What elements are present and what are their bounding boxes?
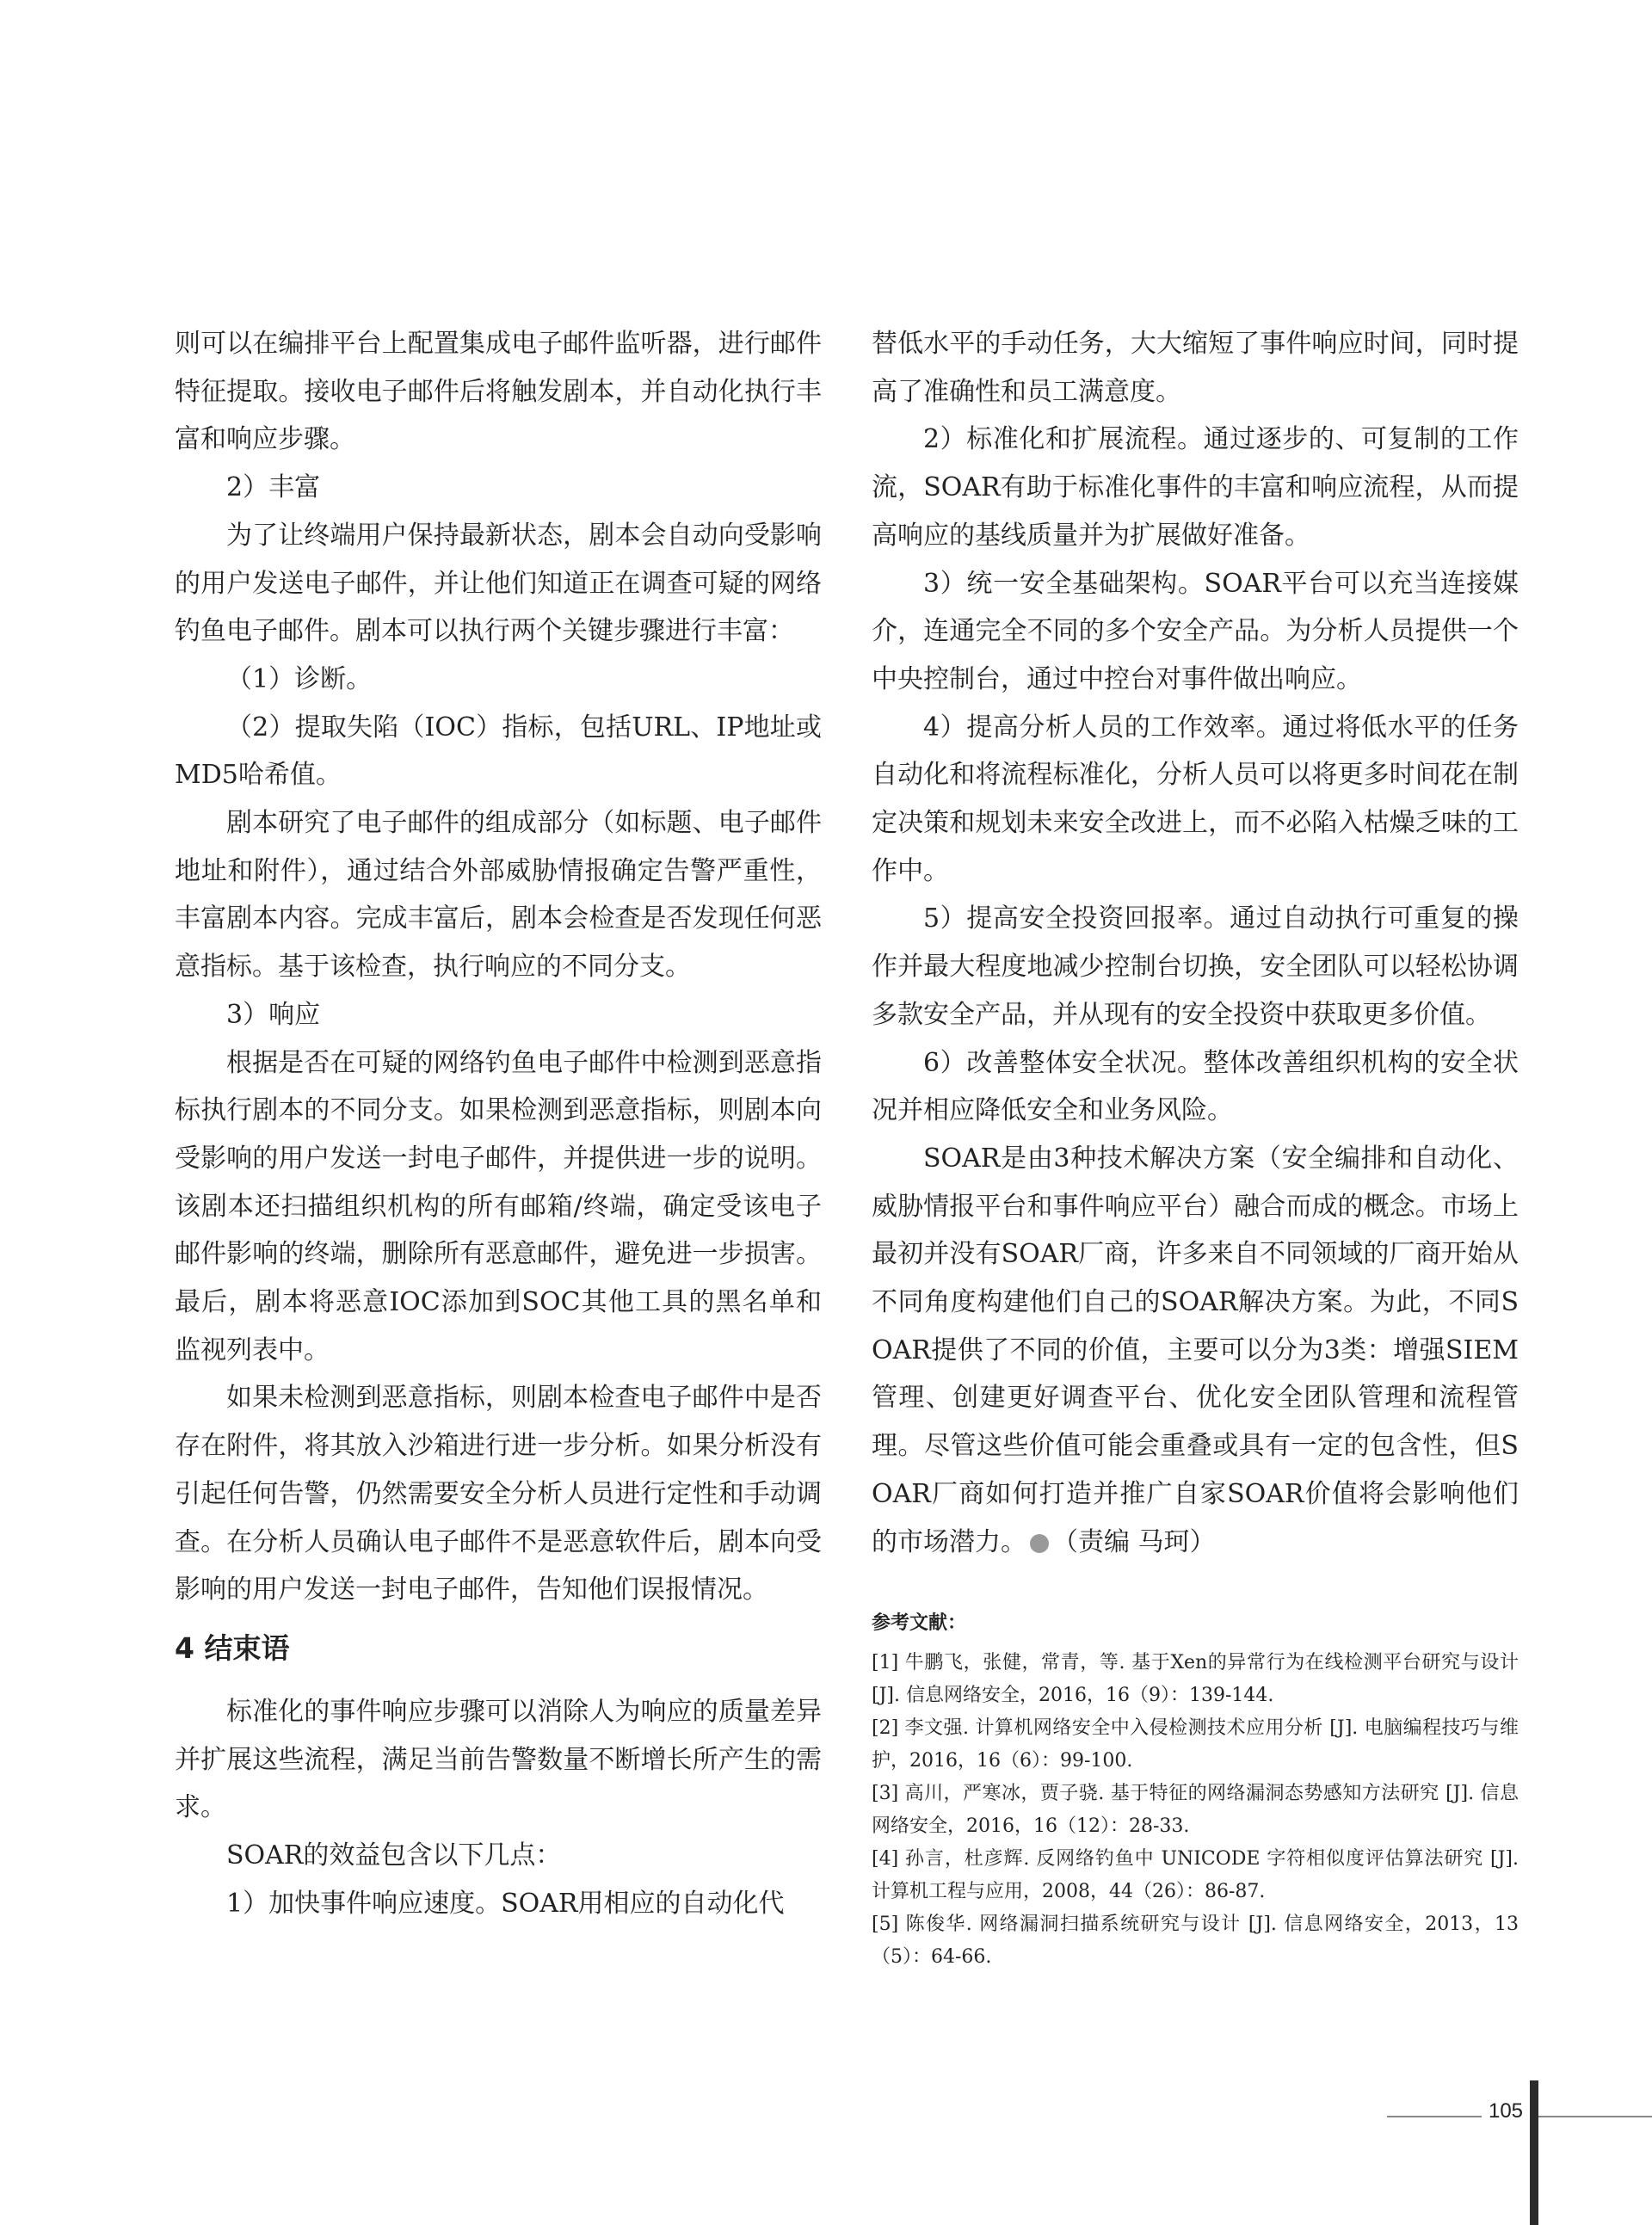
reference-item: [1] 牛鹏飞，张健，常青，等. 基于Xen的异常行为在线检测平台研究与设计 [J]. 信息网络安全，2016，16（9）：139-144.	[872, 1652, 1519, 1707]
footer-rule	[1387, 2116, 1482, 2117]
paragraph: 剧本研究了电子邮件的组成部分（如标题、电子邮件地址和附件），通过结合外部威胁情报确定告警严重性，丰富剧本内容。完成丰富后，剧本会检查是否发现任何恶意指标。基于该检查，执行响应的不同分支。	[175, 808, 822, 983]
end-mark-icon	[1030, 1534, 1049, 1553]
paragraph: （2）提取失陷（IOC）指标，包括URL、IP地址或MD5哈希值。	[175, 712, 822, 791]
editor-note: （责编 马珂）	[1052, 1526, 1216, 1557]
paragraph: 根据是否在可疑的网络钓鱼电子邮件中检测到恶意指标执行剧本的不同分支。如果检测到恶意指标，则剧本向受影响的用户发送一封电子邮件，并提供进一步的说明。该剧本还扫描组织机构的所有邮箱/终端，确定受该电子邮件影响的终端，删除所有恶意邮件，避免进一步损害。最后，剧本将恶意IOC添加到SOC其他工具的黑名单和监视列表中。	[175, 1047, 822, 1365]
references-title: 参考文献：	[872, 1612, 967, 1635]
paragraph: 3）统一安全基础架构。SOAR平台可以充当连接媒介，连通完全不同的多个安全产品。为分析人员提供一个中央控制台，通过中控台对事件做出响应。	[872, 568, 1519, 694]
paragraph: 则可以在编排平台上配置集成电子邮件监听器，进行邮件特征提取。接收电子邮件后将触发剧本，并自动化执行丰富和响应步骤。	[175, 329, 822, 455]
reference-item: [4] 孙言，杜彦辉. 反网络钓鱼中 UNICODE 字符相似度评估算法研究 [J]. 计算机工程与应用，2008，44（26）：86-87.	[872, 1848, 1519, 1903]
paragraph: 4）提高分析人员的工作效率。通过将低水平的任务自动化和将流程标准化，分析人员可以将更多时间花在制定决策和规划未来安全改进上，而不必陷入枯燥乏味的工作中。	[872, 712, 1519, 886]
page-number: 105	[1488, 2099, 1524, 2123]
paragraph: 5）提高安全投资回报率。通过自动执行可重复的操作并最大程度地减少控制台切换，安全团队可以轻松协调多款安全产品，并从现有的安全投资中获取更多价值。	[872, 903, 1519, 1030]
paragraph: 为了让终端用户保持最新状态，剧本会自动向受影响的用户发送电子邮件，并让他们知道正在调查可疑的网络钓鱼电子邮件。剧本可以执行两个关键步骤进行丰富：	[175, 520, 822, 647]
subheading-response: 3）响应	[226, 999, 321, 1030]
paragraph: 1）加快事件响应速度。SOAR用相应的自动化代	[226, 1888, 785, 1919]
right-column	[872, 320, 1519, 1974]
section-heading: 4 结束语	[175, 1630, 290, 1665]
paragraph-text: SOAR是由3种技术解决方案（安全编排和自动化、威胁情报平台和事件响应平台）融合而成的概念。市场上最初并没有SOAR厂商，许多来自不同领域的厂商开始从不同角度构建他们自己的SOAR解决方案。为此，不同SOAR提供了不同的价值，主要可以分为3类：增强SIEM管理、创建更好调查平台、优化安全团队管理和流程管理。尽管这些价值可能会重叠或具有一定的包含性，但SOAR厂商如何打造并推广自家SOAR价值将会影响他们的市场潜力。	[872, 1143, 1519, 1557]
references	[872, 1607, 1519, 1974]
footer-rule	[1538, 2116, 1652, 2117]
subheading-enrich: 2）丰富	[226, 472, 321, 503]
paragraph-final	[872, 1135, 1519, 1566]
paragraph: SOAR的效益包含以下几点：	[226, 1840, 562, 1871]
reference-item: [3] 高川，严寒冰，贾子骁. 基于特征的网络漏洞态势感知方法研究 [J]. 信息网络安全，2016，16（12）：28-33.	[872, 1783, 1519, 1838]
paragraph: （1）诊断。	[226, 663, 373, 694]
paragraph: 6）改善整体安全状况。整体改善组织机构的安全状况并相应降低安全和业务风险。	[872, 1047, 1519, 1126]
footer-bar	[1530, 2080, 1538, 2225]
paragraph: 2）标准化和扩展流程。通过逐步的、可复制的工作流，SOAR有助于标准化事件的丰富和响应流程，从而提高响应的基线质量并为扩展做好准备。	[872, 424, 1519, 551]
reference-item: [2] 李文强. 计算机网络安全中入侵检测技术应用分析 [J]. 电脑编程技巧与维护，2016，16（6）：99-100.	[872, 1717, 1519, 1772]
left-column	[175, 320, 822, 1928]
paragraph: 替低水平的手动任务，大大缩短了事件响应时间，同时提高了准确性和员工满意度。	[872, 329, 1519, 407]
reference-item: [5] 陈俊华. 网络漏洞扫描系统研究与设计 [J]. 信息网络安全，2013，13（5）：64-66.	[872, 1914, 1519, 1969]
paragraph: 如果未检测到恶意指标，则剧本检查电子邮件中是否存在附件，将其放入沙箱进行进一步分析。如果分析没有引起任何告警，仍然需要安全分析人员进行定性和手动调查。在分析人员确认电子邮件不是恶意软件后，剧本向受影响的用户发送一封电子邮件，告知他们误报情况。	[175, 1383, 822, 1606]
paragraph: 标准化的事件响应步骤可以消除人为响应的质量差异并扩展这些流程，满足当前告警数量不断增长所产生的需求。	[175, 1696, 822, 1823]
